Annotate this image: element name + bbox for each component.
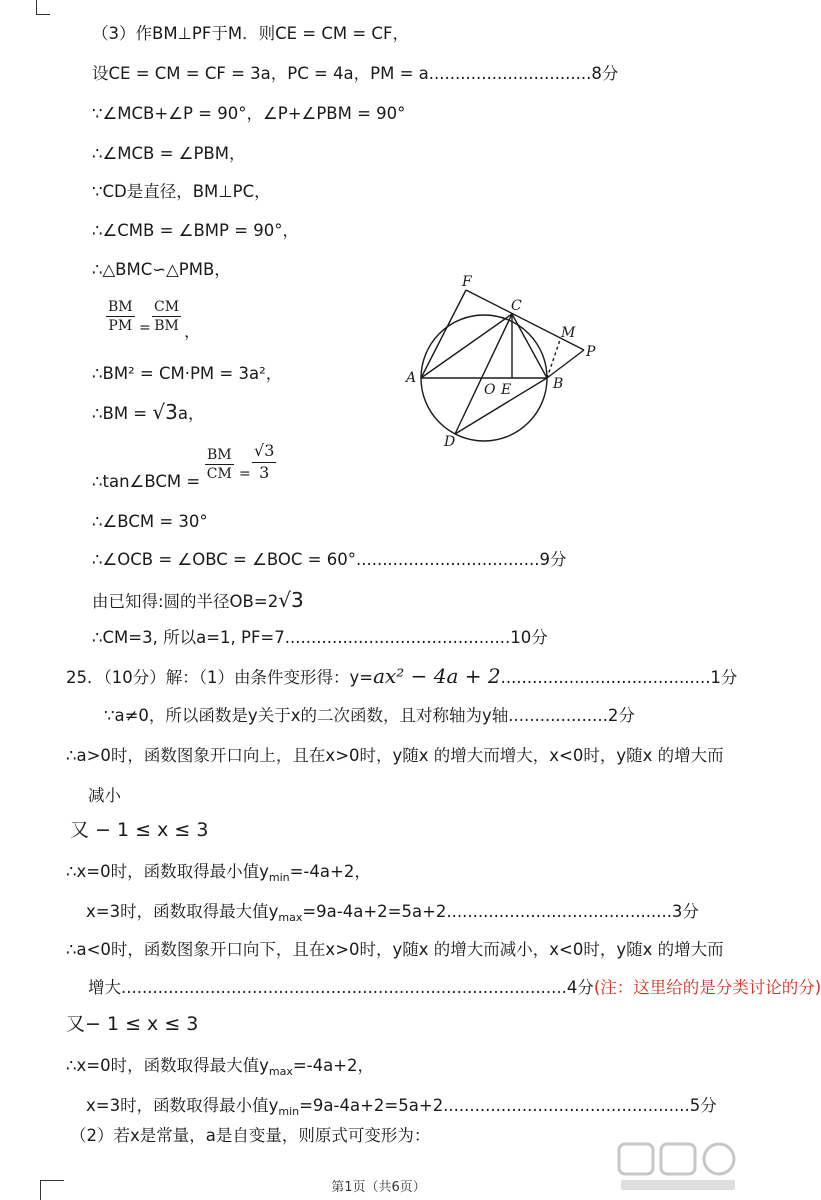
- radical: √3: [152, 400, 178, 424]
- text-line: [66, 1054, 374, 1084]
- text-segment: ∴x=0时，函数取得最小值y: [66, 862, 269, 881]
- text-line: ∴a<0时，函数图象开口向下，且在x>0时，y随x 的增大而减小，x<0时，y随x 的增大而: [66, 940, 724, 959]
- text-line: [88, 976, 821, 1000]
- fraction-denominator: PM: [108, 318, 133, 334]
- fraction-numerator: CM: [154, 299, 180, 315]
- text-line: [66, 860, 371, 890]
- text-line: [86, 900, 699, 930]
- text-segment: =-4a+2，: [289, 862, 371, 881]
- text-line: ∴∠BCM = 30°: [92, 512, 208, 531]
- subscript: max: [268, 1065, 293, 1078]
- page-footer: 第1页（共6页）: [331, 1180, 426, 1195]
- point-label-C: C: [511, 298, 522, 314]
- fraction-numerator: BM: [207, 447, 232, 463]
- text-line: [92, 588, 304, 614]
- text-segment: ∴x=0时，函数取得最大值y: [66, 1056, 269, 1075]
- point-label-F: F: [462, 274, 472, 290]
- fraction: [252, 440, 276, 483]
- point-label-O: O: [484, 382, 496, 398]
- fraction-denominator: CM: [206, 466, 232, 482]
- text-segment: 增大.....................................................................................4分: [88, 978, 594, 997]
- text-line: ∴tan∠BCM =: [92, 472, 201, 491]
- text-line: ∵a≠0，所以函数是y关于x的二次函数，且对称轴为y轴...................2分: [104, 706, 635, 725]
- segment-AF: [421, 290, 466, 378]
- text-line: ∴△BMC∽△PMB，: [92, 260, 231, 279]
- text-segment: x=3时，函数取得最大值y: [86, 902, 279, 921]
- text-line: ∵∠MCB+∠P = 90°，∠P+∠PBM = 90°: [92, 104, 406, 123]
- equals-sign: =: [239, 466, 251, 482]
- text-segment: ........................................1分: [500, 668, 738, 687]
- text-line: ∴∠OCB = ∠OBC = ∠BOC = 60°...................................9分: [92, 550, 567, 569]
- fraction: [106, 298, 135, 335]
- geometry-figure: [398, 268, 604, 452]
- fraction-numerator: BM: [108, 299, 133, 315]
- text-segment: 由已知得:圆的半径OB=2: [92, 592, 279, 611]
- text-line: 又 − 1 ≤ x ≤ 3: [70, 819, 209, 841]
- corner-mark: [36, 0, 37, 14]
- note-text: (注：这里给的是分类讨论的分): [593, 978, 821, 997]
- math-expression: ax² − 4a + 2: [373, 664, 501, 688]
- fraction: [152, 298, 181, 335]
- text-line: ，: [184, 322, 201, 341]
- text-line: ∴∠MCB = ∠PBM，: [92, 144, 246, 163]
- text-segment: =9a-4a+2=5a+2...........................................3分: [302, 902, 699, 921]
- segment-BP: [547, 350, 584, 378]
- subscript: min: [268, 871, 290, 884]
- text-line: 设CE = CM = CF = 3a，PC = 4a，PM = a...............................8分: [92, 64, 619, 83]
- text-segment: a，: [177, 404, 205, 423]
- text-segment: =-4a+2，: [292, 1056, 375, 1075]
- point-label-M: M: [561, 325, 576, 341]
- text-line: ∴a>0时，函数图象开口向上，且在x>0时，y随x 的增大而增大，x<0时，y随x 的增大而: [66, 746, 724, 765]
- text-segment: 25．（10分）解：（1）由条件变形得：y=: [66, 668, 374, 687]
- point-label-D: D: [444, 434, 456, 450]
- text-segment: x=3时，函数取得最小值y: [86, 1096, 279, 1115]
- watermark-logo: [613, 1138, 743, 1196]
- text-segment: ∴BM =: [92, 404, 153, 423]
- text-line: 减小: [88, 786, 121, 805]
- fraction-denominator: 3: [259, 463, 270, 482]
- text-line: （2）若x是常量，a是自变量，则原式可变形为：: [70, 1126, 431, 1145]
- point-label-E: E: [501, 382, 512, 398]
- text-line: ∴∠CMB = ∠BMP = 90°，: [92, 221, 300, 240]
- segment-AC: [421, 314, 512, 378]
- text-line: ∴CM=3, 所以a=1, PF=7...........................................10分: [92, 628, 548, 647]
- subscript: min: [278, 1105, 300, 1118]
- text-line: [92, 400, 204, 426]
- point-label-A: A: [406, 370, 417, 386]
- corner-mark: [36, 14, 50, 15]
- text-line: [86, 1094, 717, 1124]
- text-line: 又− 1 ≤ x ≤ 3: [66, 1013, 199, 1035]
- tangent-FP: [466, 290, 584, 350]
- text-line: ∴BM² = CM·PM = 3a²，: [92, 364, 283, 383]
- text-line: ∵CD是直径，BM⊥PC，: [92, 182, 271, 201]
- point-label-B: B: [553, 376, 564, 392]
- segment-CB: [512, 314, 547, 378]
- text-line: [66, 664, 737, 690]
- text-segment: =9a-4a+2=5a+2...............................................5分: [299, 1096, 717, 1115]
- radical: √3: [278, 588, 304, 612]
- subscript: max: [278, 911, 303, 924]
- fraction-denominator: BM: [154, 318, 179, 334]
- fraction: [205, 446, 234, 483]
- fraction-numerator: √3: [252, 440, 276, 463]
- equals-sign: =: [139, 320, 151, 336]
- text-line: （3）作BM⊥PF于M．则CE = CM = CF，: [92, 24, 409, 43]
- point-label-P: P: [586, 344, 596, 360]
